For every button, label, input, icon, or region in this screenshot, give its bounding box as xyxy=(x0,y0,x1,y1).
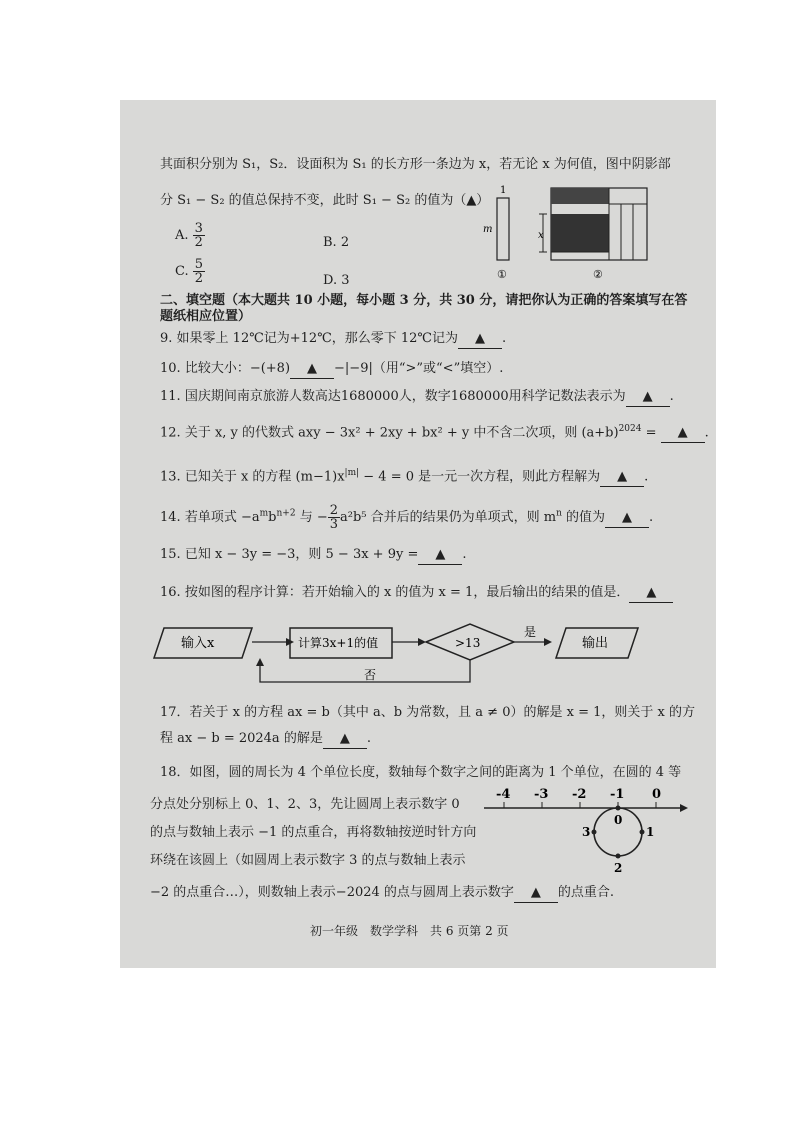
answer-blank: ▲ xyxy=(661,424,705,443)
answer-blank: ▲ xyxy=(323,730,367,749)
figure-1 xyxy=(483,185,509,281)
question-18-line2: 分点处分别标上 0、1、2、3，先让圆周上表示数字 0 xyxy=(150,797,460,812)
svg-text:m: m xyxy=(483,224,493,235)
page-footer: 初一年级 数学学科 共 6 页第 2 页 xyxy=(310,924,509,938)
tick-label: 0 xyxy=(652,787,662,802)
answer-blank: ▲ xyxy=(629,584,673,603)
question-10: 10. 比较大小：−(+8) ▲ −|−9|（用“>”或“<”填空）. xyxy=(160,360,503,379)
section-heading: 二、填空题（本大题共 10 小题，每小题 3 分，共 30 分，请把你认为正确的答案填写在答 xyxy=(160,293,688,308)
answer-blank: ▲ xyxy=(418,546,462,565)
flow-compute-label: 计算3x+1的值 xyxy=(298,636,379,650)
svg-text:②: ② xyxy=(593,268,603,281)
section-heading-cont: 题纸相应位置） xyxy=(160,309,252,324)
answer-blank: ▲ xyxy=(605,509,649,528)
circle-label: 2 xyxy=(614,861,623,875)
q8-option-b: B. 2 xyxy=(323,235,350,250)
figure-2 xyxy=(538,188,647,281)
question-11: 11. 国庆期间南京旅游人数高达1680000人，数字1680000用科学记数法表示为 ▲ . xyxy=(160,388,674,407)
fraction: $\frac{3}{2}$ xyxy=(194,221,203,250)
question-18-line5: −2 的点重合…），则数轴上表示−2024 的点与圆周上表示数字 ▲ 的点重合. xyxy=(150,884,614,903)
flow-condition-label: >13 xyxy=(455,636,481,650)
flow-input-label: 输入x xyxy=(181,636,215,651)
q8-option-a: A. $\frac{3}{2}$ xyxy=(175,221,203,250)
svg-text:1: 1 xyxy=(500,185,507,196)
q8-figures xyxy=(475,180,655,285)
q8-line2: 分 S₁ − S₂ 的值总保持不变，此时 S₁ − S₂ 的值为（▲） xyxy=(160,193,490,208)
flow-no-label: 否 xyxy=(364,668,377,682)
question-18-line4: 环绕在该圆上（如圆周上表示数字 3 的点与数轴上表示 xyxy=(150,853,466,868)
circle-label: 3 xyxy=(582,825,591,839)
q8-option-d: D. 3 xyxy=(323,273,350,288)
q8-option-c: C. $\frac{5}{2}$ xyxy=(175,257,204,286)
exam-page xyxy=(120,100,716,968)
axis-arrow-icon xyxy=(680,804,688,812)
fraction: $\frac{5}{2}$ xyxy=(194,257,204,286)
answer-blank: ▲ xyxy=(290,360,334,379)
circle-label: 0 xyxy=(614,813,623,827)
svg-text:①: ① xyxy=(497,268,507,281)
tick-label: -2 xyxy=(572,787,587,802)
question-13: 13. 已知关于 x 的方程 $(m-1)x^{|m|} - 4 = 0$ 是一元一次方程，则此方程解为 ▲ . xyxy=(160,464,648,487)
fraction: $\frac{2}{3}$ xyxy=(329,503,339,532)
question-17-line1: 17．若关于 x 的方程 ax = b（其中 a、b 为常数，且 a ≠ 0）的解是 x = 1，则关于 x 的方 xyxy=(160,705,695,720)
svg-text:x: x xyxy=(538,230,544,241)
q8-line1: 其面积分别为 S₁，S₂．设面积为 S₁ 的长方形一条边为 x，若无论 x 为何值，图中阴影部 xyxy=(160,157,671,172)
question-12: 12. 关于 x, y 的代数式 axy − 3x² + 2xy + bx² + y 中不含二次项，则 $(a+b)^{2024}$ = ▲ . xyxy=(160,420,709,443)
tick-label: -4 xyxy=(496,787,511,802)
flow-yes-label: 是 xyxy=(524,625,537,639)
axis-ticks xyxy=(504,802,656,808)
answer-blank: ▲ xyxy=(626,388,670,407)
answer-blank: ▲ xyxy=(514,884,558,903)
flowchart xyxy=(150,620,650,690)
tick-label: -3 xyxy=(534,787,549,802)
question-17-line2: 程 ax − b = 2024a 的解是 ▲ . xyxy=(160,730,371,749)
question-18-line3: 的点与数轴上表示 −1 的点重合，再将数轴按逆时针方向 xyxy=(150,825,477,840)
flow-output-label: 输出 xyxy=(582,636,609,651)
numberline-figure xyxy=(480,784,690,884)
circle-label: 1 xyxy=(646,825,655,839)
answer-blank: ▲ xyxy=(458,330,502,349)
question-16: 16. 按如图的程序计算：若开始输入的 x 的值为 x = 1，最后输出的结果的值是． ▲ xyxy=(160,584,673,603)
question-9: 9. 如果零上 12℃记为+12℃，那么零下 12℃记为 ▲ . xyxy=(160,330,506,349)
question-14: 14. 若单项式 $-a^mb^{n+2}$ 与 − $\frac{2}{3}$ a²b⁵ 合并后的结果仍为单项式，则 $m^n$ 的值为 ▲ . xyxy=(160,503,654,532)
question-15: 15. 已知 x − 3y = −3，则 5 − 3x + 9y = ▲ . xyxy=(160,546,467,565)
answer-blank: ▲ xyxy=(600,468,644,487)
question-18-line1: 18．如图，圆的周长为 4 个单位长度，数轴每个数字之间的距离为 1 个单位，在圆的 4 等 xyxy=(160,765,682,780)
tick-label: -1 xyxy=(610,787,625,802)
